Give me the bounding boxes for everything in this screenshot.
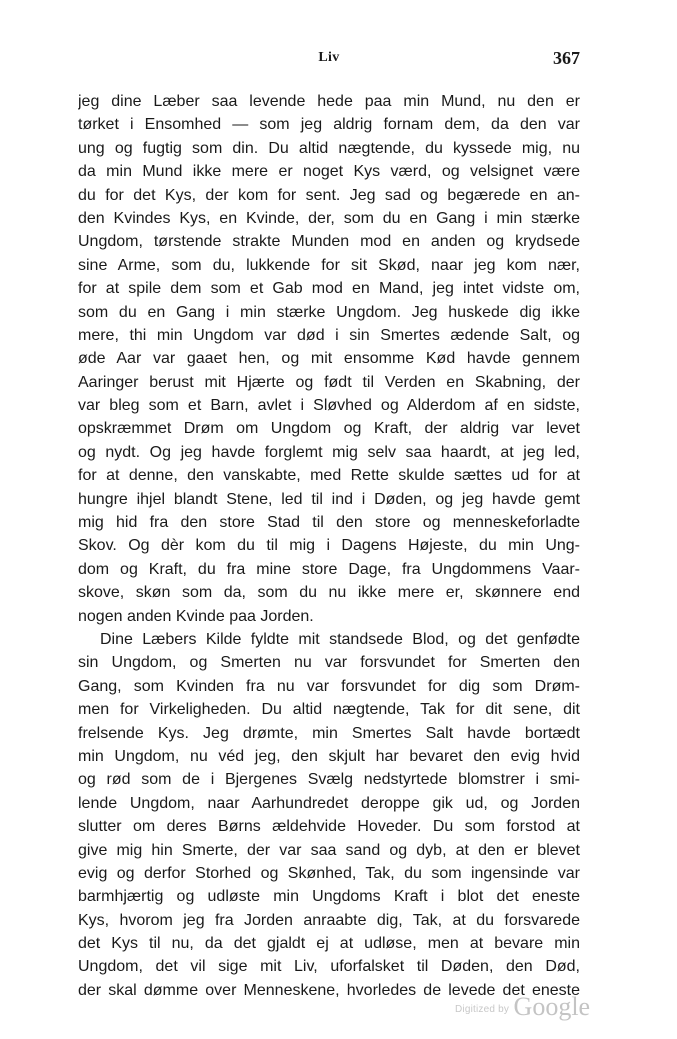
text-line: Ungdom, tørstende strakte Munden mod en anden og krydsede [78,233,580,251]
text-line: men for Virkeligheden. Du altid nægtende, Tak for dit sene, dit [78,701,580,719]
text-line: Kys, hvorom jeg fra Jorden anraabte dig, Tak, at du forsvarede [78,911,580,929]
text-line: da min Mund ikke mere er noget Kys værd, og velsignet være [78,163,580,181]
text-line: dom og Kraft, du fra mine store Dage, fra Ungdommens Vaar- [78,560,580,578]
text-line: du for det Kys, der kom for sent. Jeg sad og begærede en an- [78,186,580,204]
text-line: Dine Læbers Kilde fyldte mit standsede Blod, og det genfødte [100,630,580,648]
text-line: øde Aar var gaaet hen, og mit ensomme Kød havde gennem [78,350,580,368]
text-line: nogen anden Kvinde paa Jorden. [78,607,314,625]
text-line: ung og fugtig som din. Du altid nægtende, du kyssede mig, nu [78,139,580,157]
text-line: Aaringer berust mit Hjærte og født til Verden en Skabning, der [78,373,580,391]
text-line: og nydt. Og jeg havde forglemt mig selv saa haardt, at jeg led, [78,443,580,461]
text-line: opskræmmet Drøm om Ungdom og Kraft, der aldrig var levet [78,420,580,438]
google-logo: Google [513,992,591,1021]
text-line: Gang, som Kvinden fra nu var forsvundet for dig som Drøm- [78,677,580,695]
text-line: skove, skøn som da, som du nu ikke mere er, skønnere end [78,584,580,602]
body-text [78,90,580,1002]
text-line: mere, thi min Ungdom var død i sin Smertes ædende Salt, og [78,326,580,344]
digitized-watermark [455,992,590,1022]
text-line: min Ungdom, nu véd jeg, den skjult har bevaret den evig hvid [78,747,580,765]
text-line: barmhjærtig og udløste min Ungdoms Kraft i blot det eneste [78,888,580,906]
text-line: hungre ihjel blandt Stene, led til ind i Døden, og jeg havde gemt [78,490,580,508]
watermark-prefix: Digitized by [455,1004,510,1015]
text-line: jeg dine Læber saa levende hede paa min Mund, nu den er [78,93,580,110]
text-line: var bleg som et Barn, avlet i Sløvhed og Alderdom af en sidste, [78,397,580,415]
text-line: der skal dømme over Menneskene, hvorledes de levede det eneste [78,981,580,999]
paragraph [78,628,580,1002]
text-line: det Kys til nu, da det gjaldt ej at udløse, men at bevare min [78,935,580,953]
running-title: Liv [318,50,340,65]
page-header [78,50,580,72]
text-line: give mig hin Smerte, der var saa sand og dyb, at den er blevet [78,841,580,859]
text-line: for at denne, den vanskabte, med Rette skulde sættes ud for at [78,467,580,485]
text-line: Skov. Og dèr kom du til mig i Dagens Højeste, du min Ung- [78,537,580,555]
page-number: 367 [553,48,580,68]
text-line: evig og derfor Storhed og Skønhed, Tak, du som ingensinde var [78,864,580,882]
text-line: Ungdom, det vil sige mit Liv, uforfalsket til Døden, den Død, [78,958,580,976]
text-line: den Kvindes Kys, en Kvinde, der, som du en Gang i min stærke [78,209,580,227]
text-line: frelsende Kys. Jeg drømte, min Smertes Salt havde bortædt [78,724,580,742]
text-line: tørket i Ensomhed — som jeg aldrig fornam dem, da den var [78,116,580,134]
text-line: sine Arme, som du, lukkende for sit Skød, naar jeg kom nær, [78,256,580,274]
text-line: lende Ungdom, naar Aarhundredet deroppe gik ud, og Jorden [78,794,580,812]
text-line: og rød som de i Bjergenes Svælg nedstyrtede blomstrer i smi- [78,771,580,789]
text-line: slutter om deres Børns ældehvide Hoveder. Du som forstod at [78,818,580,836]
text-line: for at spile dem som et Gab mod en Mand, jeg intet vidste om, [78,280,580,298]
paragraph [78,90,580,628]
text-line: sin Ungdom, og Smerten nu var forsvundet for Smerten den [78,654,580,672]
text-line: som du en Gang i min stærke Ungdom. Jeg huskede dig ikke [78,303,580,321]
text-line: mig hid fra den store Stad til den store og menneskeforladte [78,514,580,532]
